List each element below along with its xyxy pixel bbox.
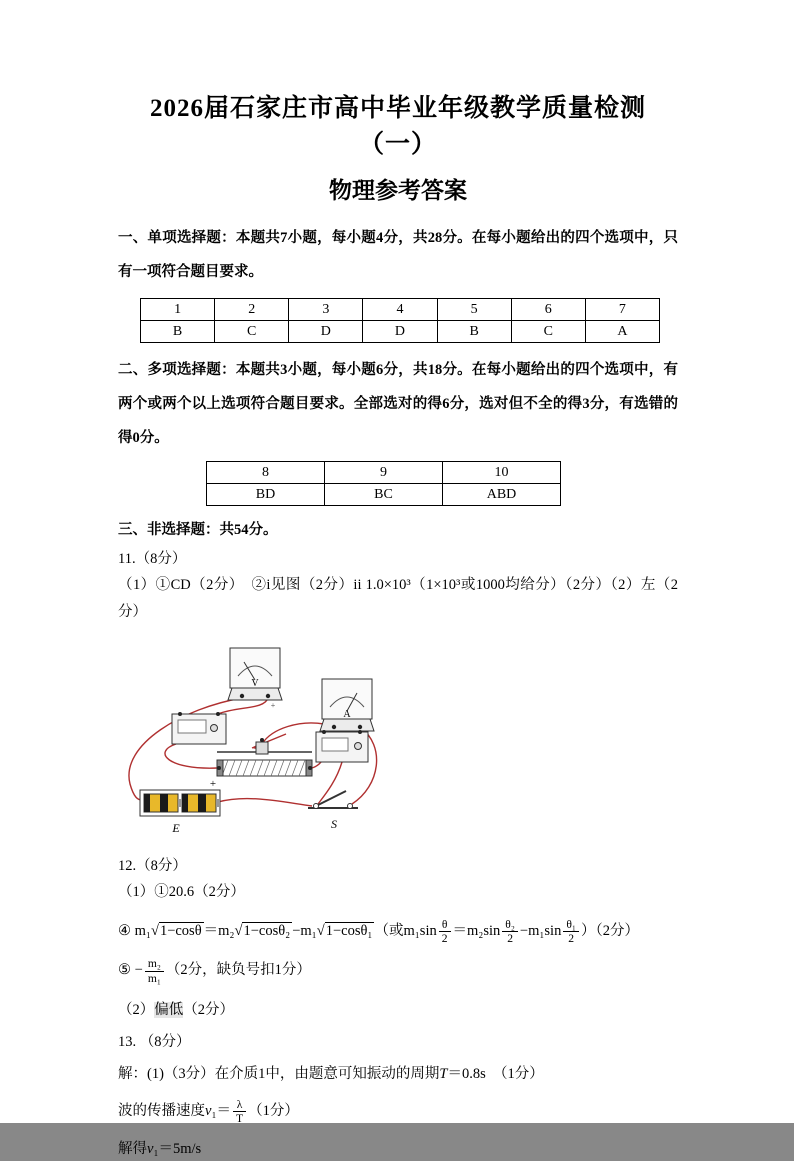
- question-number-cell: 5: [437, 299, 511, 321]
- answer-cell: A: [585, 321, 659, 343]
- question-number-cell: 4: [363, 299, 437, 321]
- component-box-left: [172, 712, 226, 744]
- battery-label: E: [172, 820, 180, 835]
- answer-cell: C: [511, 321, 585, 343]
- battery-plus-mark: +: [209, 777, 217, 790]
- multi-choice-answer-table: [206, 461, 561, 506]
- question-number-cell: 2: [215, 299, 289, 321]
- voltmeter-label: V: [251, 677, 259, 689]
- answer-suffix: （2分）: [183, 1002, 234, 1019]
- question-number-cell: 6: [511, 299, 585, 321]
- question-number-cell: 8: [207, 462, 325, 484]
- question-13-line-1: 解：(1)（3分）在介质1中，由题意可知振动的周期T＝0.8s （1分）: [118, 1065, 544, 1082]
- answer-cell: BD: [207, 484, 325, 506]
- answer-cell: ABD: [443, 484, 561, 506]
- table-row: [207, 484, 561, 506]
- table-row: [207, 462, 561, 484]
- question-12-answer-2: [118, 997, 678, 1024]
- switch: [308, 791, 358, 831]
- page-title: 2026届石家庄市高中毕业年级教学质量检测（一）: [149, 95, 646, 158]
- question-11-answer: （1）①CD（2分） ②i见图（2分）ii 1.0×10³（1×10³或1000均给分）（2分）（2）左（2分）: [118, 577, 678, 621]
- section1-intro: 一、单项选择题：本题共7小题，每小题4分，共28分。在每小题给出的四个选项中，只有一项符合题目要求。: [118, 230, 678, 281]
- question-number-cell: 7: [585, 299, 659, 321]
- switch-label: S: [331, 816, 337, 831]
- section3-heading: 三、非选择题：共54分。: [118, 522, 278, 539]
- highlighted-answer: 偏低: [154, 1002, 184, 1019]
- question-number-cell: 10: [443, 462, 561, 484]
- battery: [140, 778, 220, 835]
- answer-cell: B: [437, 321, 511, 343]
- question-number-cell: 1: [141, 299, 215, 321]
- component-box-right: [316, 730, 368, 762]
- question-12-formula-4: ④ m₁√1−cosθ ＝m₂√1−cosθ₂ −m₁√1−cosθ₁ （或m₁sin $\frac{\theta}{2}$ ＝m₂sin $\frac{\text{θ₂}}{2}$ −m₁sin $\frac{\text{θ₁}}{2}$ ）（2分）: [118, 917, 639, 946]
- question-12-number: 12.（8分）: [118, 857, 187, 874]
- question-13-number: 13. （8分）: [118, 1033, 191, 1050]
- voltmeter: [228, 648, 282, 710]
- question-11-number: 11.（8分）: [118, 551, 187, 568]
- table-row: [141, 321, 660, 343]
- answer-cell: D: [363, 321, 437, 343]
- question-12-formula-5: ⑤ − $\frac{\text{m₂}}{\text{m₁}}$ （2分，缺负号扣1分）: [118, 957, 311, 985]
- question-13-line-2: 波的传播速度v₁＝ $\frac{\lambda}{T}$ （1分）: [118, 1098, 299, 1126]
- voltmeter-plus-mark: +: [270, 700, 276, 710]
- answer-cell: D: [289, 321, 363, 343]
- question-12-answer-1: （1）①20.6（2分）: [118, 883, 245, 900]
- page-subtitle: 物理参考答案: [329, 178, 467, 203]
- rheostat: [217, 738, 312, 776]
- question-number-cell: 9: [325, 462, 443, 484]
- question-13-line-3: 解得v₁＝5m/s: [118, 1140, 202, 1157]
- question-number-cell: 3: [289, 299, 363, 321]
- answer-cell: B: [141, 321, 215, 343]
- answer-cell: BC: [325, 484, 443, 506]
- ammeter-label: A: [343, 708, 351, 720]
- circuit-diagram-svg: [114, 636, 446, 841]
- section2-intro: 二、多项选择题：本题共3小题，每小题6分，共18分。在每小题给出的四个选项中，有两个或两个以上选项符合题目要求。全部选对的得6分，选对但不全的得3分，有选错的得0分。: [118, 362, 678, 447]
- answer-prefix: （2）: [118, 1002, 155, 1019]
- single-choice-answer-table: [140, 298, 660, 343]
- circuit-diagram: [114, 636, 678, 846]
- answer-cell: C: [215, 321, 289, 343]
- table-row: [141, 299, 660, 321]
